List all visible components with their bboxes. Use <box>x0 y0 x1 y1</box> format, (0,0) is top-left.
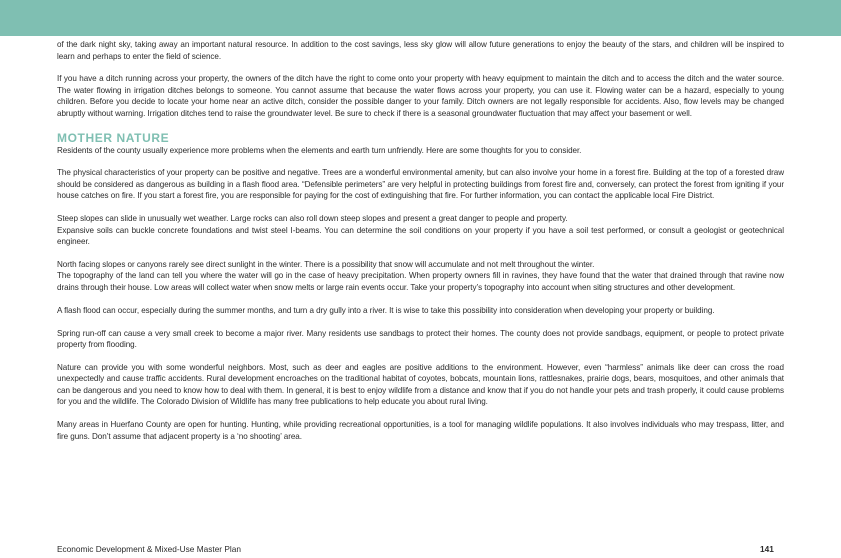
paragraph-flash-flood: A flash flood can occur, especially during the summer months, and turn a dry gully into a river. It is wise to take this possibility into consideration when developing your property or building. <box>57 305 715 315</box>
paragraph-ditches: If you have a ditch running across your property, the owners of the ditch have the right to come onto your property with heavy equipment to maintain the ditch and to access the ditch and the water source. The water flowing in irrigation ditches belongs to someone. You cannot assume that because the water flows across your property, you can use it. Flowing water can be a hazard, especially to young children. Before you decide to locate your home near an active ditch, consider the possible danger to your family. Ditch owners are not legally responsible for accidents. Also, flow levels may be changed abruptly without warning. Irrigation ditches tend to raise the groundwater level. Be sure to check if there is a seasonal groundwater fluctuation that may affect your basement or well. <box>57 74 784 118</box>
paragraph-north-slopes: North facing slopes or canyons rarely see direct sunlight in the winter. There is a possibility that snow will accumulate and not melt throughout the winter. <box>57 259 595 269</box>
paragraph-steep-slopes: Steep slopes can slide in unusually wet weather. Large rocks can also roll down steep slopes and present a great danger to people and property. <box>57 214 568 224</box>
paragraph-physical-characteristics: The physical characteristics of your property can be positive and negative. Trees are a wonderful environmental amenity, but can also involve your home in a forest fire. Building at the top of a forested draw should be considered as dangerous as building in a flash flood area. “Defensible perimeters” are very helpful in protecting buildings from forest fire and, conversely, can protect the forest from igniting if your house catches on fire. If you start a forest fire, you are responsible for paying for the cost of extinguishing that fire. For further information, you can contact the applicable local Fire District. <box>57 168 784 201</box>
page-number: 141 <box>760 544 774 554</box>
paragraph-topography: The topography of the land can tell you where the water will go in the case of heavy precipitation. When property owners fill in ravines, they have found that the water that drained through that ravine now drains through their house. Low areas will collect water when snow melts or large rain events occur. Take your property’s topography into account when siting structures and other development. <box>57 271 784 292</box>
page-body <box>57 39 784 453</box>
header-band <box>0 0 841 36</box>
paragraph-expansive-soils: Expansive soils can buckle concrete foundations and twist steel I-beams. You can determine the soil conditions on your property if you have a soil test performed, or consult a geologist or geotechnical engineer. <box>57 225 784 247</box>
paragraph-hunting: Many areas in Huerfano County are open for hunting. Hunting, while providing recreational opportunities, is a tool for managing wildlife populations. It also involves individuals who may trespass, litter, and fire guns. Don’t assume that adjacent property is a ‘no shooting’ area. <box>57 420 784 441</box>
footer-document-title: Economic Development & Mixed-Use Master Plan <box>57 544 241 554</box>
paragraph-wildlife: Nature can provide you with some wonderful neighbors. Most, such as deer and eagles are positive additions to the environment. However, even “harmless” animals like deer can cross the road unexpectedly and cause traffic accidents. Rural development encroaches on the traditional habitat of coyotes, bobcats, mountain lions, rattlesnakes, prairie dogs, bears, mosquitoes, and other animals that can be dangerous and you need to know how to deal with them. In general, it is best to enjoy wildlife from a distance and know that if you do not handle your pets and trash properly, it could cause problems for you and the wildlife. The Colorado Division of Wildlife has many free publications to help educate you about rural living. <box>57 362 784 407</box>
paragraph-night-sky: of the dark night sky, taking away an important natural resource. In addition to the cost savings, less sky glow will allow future generations to enjoy the beauty of the stars, and children will be inspired to learn and perhaps to enter the field of science. <box>57 40 784 61</box>
paragraph-spring-runoff: Spring run-off can cause a very small creek to become a major river. Many residents use sandbags to protect their homes. The county does not provide sandbags, equipment, or people to protect private property from flooding. <box>57 328 784 350</box>
paragraph-intro: Residents of the county usually experience more problems when the elements and earth turn unfriendly. Here are some thoughts for you to consider. <box>57 145 582 155</box>
section-heading-mother-nature: MOTHER NATURE <box>57 130 170 145</box>
